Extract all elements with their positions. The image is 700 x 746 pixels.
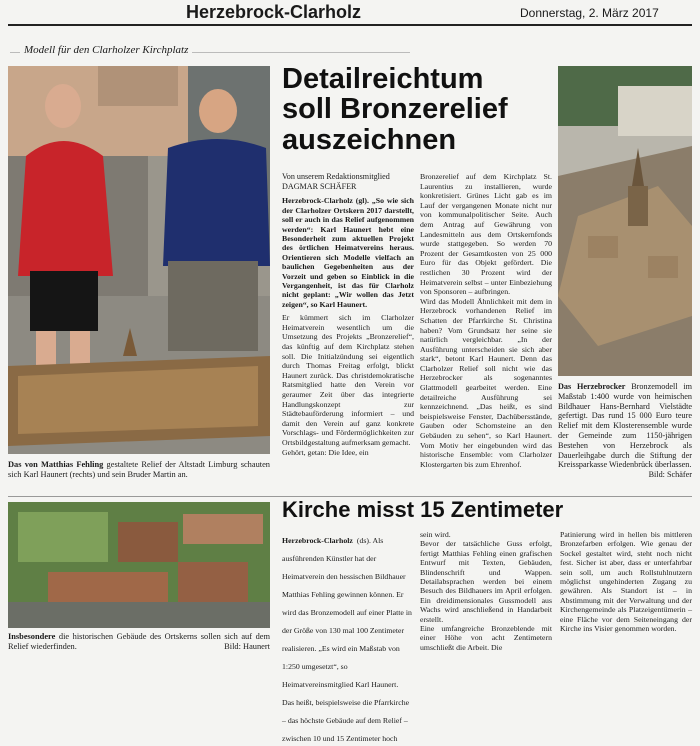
photo-bottom-caption-text: die historischen Gebäude des Ortskerns sollen sich auf dem Relief wiederfinden. bbox=[8, 632, 270, 652]
story2-body-1: (ds). Als ausführenden Künstler hat der Heimatverein den hessischen Bildhauer Matthias Fehling gewinnen können. Er wird das Bronzemodell auf einer Platte in der Größe von 130 mal 100 Zentimeter realisieren. „Es wird ein Maßstab von 1:250 umgesetzt“, so Heimatvereinsmitglied Karl Haunert. Das heißt, beispielsweise die Pfarrkirche – das höchste Gebäude auf dem Relief – zwischen 10 und 15 Zentimeter hoch bbox=[282, 536, 412, 743]
byline-author: DAGMAR SCHÄFER bbox=[282, 182, 357, 192]
story1-body-1: Er kümmert sich im Clarholzer Heimatverein wesentlich um die Umsetzung des Projekts „Bronzerelief“, das künftig auf dem Kirchplatz stehen soll. Die Initialzündung sei eigentlich durch Thomas Freitag erfolgt, blickt Haunert zurück. Das christdemokratische Ratsmitglied hatte den Verein vor geraumer Zeit über das integrierte Handlungskonzept zur Städtebauförderung informiert – und damit den Verein auf ganz konkrete Vorschlags- und Fördermöglichkeiten zur Ortsbildgestaltung aufmerksam gemacht. Gehört, getan: Die Idee, ein bbox=[282, 313, 414, 457]
header-rule bbox=[8, 24, 692, 26]
story2-column-2: sein wird. Bevor der tatsächliche Guss erfolgt, fertigt Matthias Fehling einen grafischen Entwurf mit Texten, Gebäuden, Blindenschrift und Wappen. Detailabsprachen werden bei einem Besuch des Bildhauers im April erfolgen. Ein dreidimensionales Gussmodell aus Wachs wird anschließend in Handarbeit erstellt. Eine umfangreiche Bronzeblende mit einer Höhe von acht Zentimetern umschließt die Arbeit. Die bbox=[420, 530, 552, 652]
kicker: Modell für den Clarholzer Kirchplatz bbox=[20, 44, 192, 56]
story1-column-2: Bronzerelief auf dem Kirchplatz St. Laurentius zu installieren, wurde konkretisiert. Grünes Licht gab es im Lauf der vergangenen Monate nicht nur von kommunalpolitischer Seite. Auch dem Antrag auf Gewährung von Landesmitteln aus dem Ortskernfonds wurde stattgegeben. So werden 70 Prozent der Gesamtkosten von 25 000 Euro für das Objekt gefördert. Die restlichen 30 Prozent wird der Heimatverein selbst – unter Einbeziehung von Sponsoren – aufbringen. Wird das Modell Ähnlichkeit mit dem in Herzebrock vorhandenen Relief im Schatten der Pfarrkirche St. Christina haben? Vom Grundsatz her seine sie natürlich vergleichbar. „In der Ausführung unterscheiden sie sich aber stark“, betont Karl Haunert. Denn das Clarholzer Relief soll nicht wie das Herzebrocker als sogenanntes Glattmodell gearbeitet werden. Eine detailreiche Ausführung sei kennzeichnend. „Das heißt, es sind beispielsweise Fenster, Dachübersstände, Gauben oder Schornsteine an den Gebäuden zu sehen“, so Karl Haunert. Vom Motiv her eingebunden wird das historische Ensemble: vom Clarholzer Klostergarten bis zum Ehrenhof. bbox=[420, 172, 552, 469]
story1-headline bbox=[282, 64, 552, 155]
photo-bottom-caption bbox=[8, 632, 270, 653]
photo-left-caption-lead: Das von Matthias Fehling bbox=[8, 460, 104, 469]
story1-column-1 bbox=[282, 172, 414, 457]
men-with-relief-illustration bbox=[8, 66, 270, 454]
story2-column-3: Patinierung wird in hellen bis mittleren Bronzefarben erfolgen. Wie genau der Sockel gestaltet wird, steht noch nicht fest. Sicher ist aber, dass er unterfahrbar sein soll, um auch Rollstuhlnutzern möglichst ungehinderten Zugang zu gewähren. Als Standort ist – in Abstimmung mit der Verwaltung und der Kirchengemeinde als Platzeigentümerin – eine Fläche vor dem Seiteneingang der Kirche ins Visier genommen worden. bbox=[560, 530, 692, 634]
photo-bottom-caption-lead: Insbesondere bbox=[8, 632, 56, 641]
aerial-illustration bbox=[8, 502, 270, 628]
section-title: Herzebrock-Clarholz bbox=[186, 2, 362, 22]
issue-date: Donnerstag, 2. März 2017 bbox=[520, 6, 659, 20]
story2-headline: Kirche misst 15 Zentimeter bbox=[282, 497, 564, 522]
story1-headline-line: Detailreichtum bbox=[282, 63, 484, 95]
story2-intro: Herzebrock-Clarholz bbox=[282, 536, 353, 545]
photo-left-caption bbox=[8, 460, 270, 481]
photo-bottom-credit: Bild: Haunert bbox=[224, 642, 270, 652]
bronze-model-illustration bbox=[558, 66, 692, 376]
photo-right-credit: Bild: Schäfer bbox=[648, 470, 692, 480]
photo-right-caption-text: Bronzemodell im Maßstab 1:400 wurde von heimischen Bildhauer Hans-Bernhard Vielstädte gefertigt. Das rund 15 000 Euro teure Relief mit dem Klosterensemble wurde der Gemeinde zum 1150-jährigen Bestehen von Herzebrock als Dauerleihgabe durch die Stiftung der Kreissparkasse Wiedenbrück überlassen. bbox=[558, 382, 693, 470]
photo-men-with-relief bbox=[8, 66, 270, 454]
story1-intro: Herzebrock-Clarholz (gl). „So wie sich der Clarholzer Ortskern 2017 darstellt, soll er auch in das Relief aufgenommen werden“: Karl Haunert hebt eine Besonderheit zum aktuellen Projekt des örtlichen Heimatvereins heraus. Orientieren sich Modelle vielfach an baulichen Gegebenheiten aus der Vorzeit und geben so Einblick in die Vergangenheit, ist das für Clarholz nicht geplant: „Wir wollen das Jetzt zeigen“, so Karl Haunert. bbox=[282, 196, 414, 309]
photo-aerial-ortskern bbox=[8, 502, 270, 628]
story2-column-1 bbox=[282, 530, 412, 746]
byline-label: Von unserem Redaktionsmitglied bbox=[282, 172, 390, 181]
story1-headline-line: soll Bronzerelief bbox=[282, 93, 508, 126]
story1-headline-line: auszeichnen bbox=[282, 123, 457, 156]
photo-right-caption bbox=[558, 382, 692, 480]
photo-left-caption-text: gestaltete Relief der Altstadt Limburg schauten sich Karl Haunert (rechts) und sein Bruder Martin an. bbox=[8, 460, 270, 480]
photo-bronze-model bbox=[558, 66, 692, 376]
photo-right-caption-lead: Das Herzebrocker bbox=[558, 382, 626, 391]
